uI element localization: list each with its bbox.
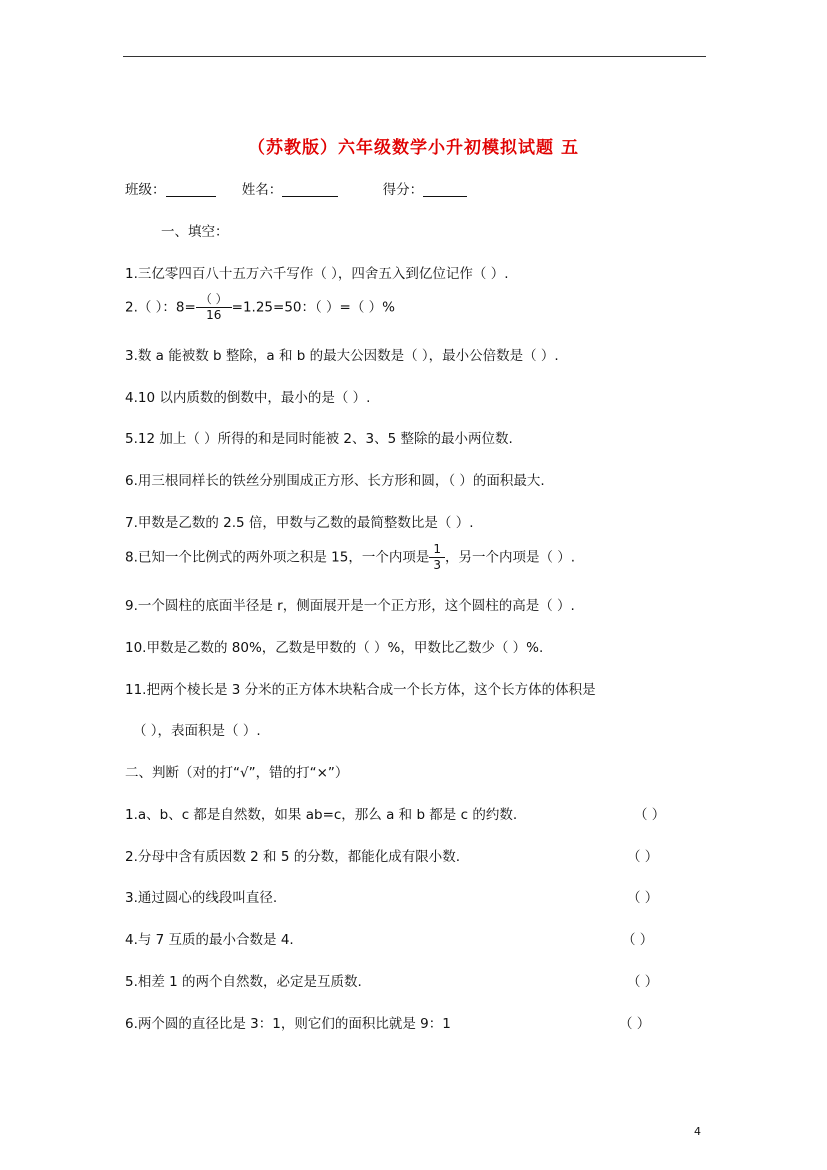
q8-fraction [429, 542, 445, 573]
score-label: 得分： [382, 182, 424, 198]
question-11-line2: （ ），表面积是（ ）. [133, 723, 261, 739]
q2-frac-num: （ ） [199, 292, 228, 306]
question-3: 3.数 a 能被数 b 整除，a 和 b 的最大公因数是（ ），最小公倍数是（ ）. [125, 348, 559, 364]
page-number: 4 [694, 1125, 701, 1138]
class-label: 班级： [125, 182, 166, 198]
judge-item-2: 2.分母中含有质因数 2 和 5 的分数，都能化成有限小数. [125, 849, 461, 865]
q2-frac-den: 16 [196, 307, 232, 323]
judge-item-5: 5.相差 1 的两个自然数，必定是互质数. [125, 974, 362, 990]
judge-answer-1: （ ） [634, 807, 666, 823]
judge-answer-2: （ ） [627, 849, 659, 865]
q2-prefix: 2.（ ）：8= [125, 299, 196, 316]
question-10: 10.甲数是乙数的 80%，乙数是甲数的（ ）%，甲数比乙数少（ ）%. [125, 640, 544, 656]
q8-prefix: 8.已知一个比例式的两外项之积是 15，一个内项是 [125, 549, 430, 566]
question-9: 9.一个圆柱的底面半径是 r，侧面展开是一个正方形，这个圆柱的高是（ ）. [125, 598, 575, 614]
score-blank [423, 182, 467, 197]
q2-suffix: =1.25=50：（ ）=（ ）% [231, 299, 395, 316]
q8-frac-den: 3 [429, 557, 445, 573]
name-label: 姓名： [241, 182, 283, 198]
judge-item-1: 1.a、b、c 都是自然数，如果 ab=c，那么 a 和 b 都是 c 的约数. [125, 807, 518, 823]
q8-suffix: ，另一个内项是（ ）. [445, 549, 576, 566]
question-2 [125, 292, 395, 323]
header-rule [123, 56, 706, 57]
question-4: 4.10 以内质数的倒数中，最小的是（ ）. [125, 390, 371, 406]
class-blank [166, 182, 216, 197]
page-title: （苏教版）六年级数学小升初模拟试题 五 [248, 138, 579, 158]
question-1: 1.三亿零四百八十五万六千写作（ ），四舍五入到亿位记作（ ）. [125, 266, 509, 282]
question-8 [125, 542, 575, 573]
question-7: 7.甲数是乙数的 2.5 倍，甲数与乙数的最简整数比是（ ）. [125, 515, 474, 531]
name-blank [282, 182, 338, 197]
q2-fraction [196, 292, 232, 323]
judge-answer-3: （ ） [627, 890, 659, 906]
judge-item-3: 3.通过圆心的线段叫直径. [125, 890, 278, 906]
judge-item-4: 4.与 7 互质的最小合数是 4. [125, 932, 294, 948]
judge-answer-6: （ ） [619, 1016, 651, 1032]
question-5: 5.12 加上（ ）所得的和是同时能被 2、3、5 整除的最小两位数. [125, 431, 513, 447]
judge-item-6: 6.两个圆的直径比是 3：1，则它们的面积比就是 9：1 [125, 1016, 451, 1032]
student-info-row [125, 178, 467, 198]
q8-frac-num: 1 [433, 542, 441, 556]
section2-heading: 二、判断（对的打“√”，错的打“×”） [125, 765, 349, 781]
section1-heading: 一、填空： [161, 224, 229, 240]
question-11-line1: 11.把两个棱长是 3 分米的正方体木块粘合成一个长方体，这个长方体的体积是 [125, 682, 596, 698]
judge-answer-4: （ ） [622, 932, 654, 948]
judge-answer-5: （ ） [627, 974, 659, 990]
question-6: 6.用三根同样长的铁丝分别围成正方形、长方形和圆，（ ）的面积最大. [125, 473, 545, 489]
